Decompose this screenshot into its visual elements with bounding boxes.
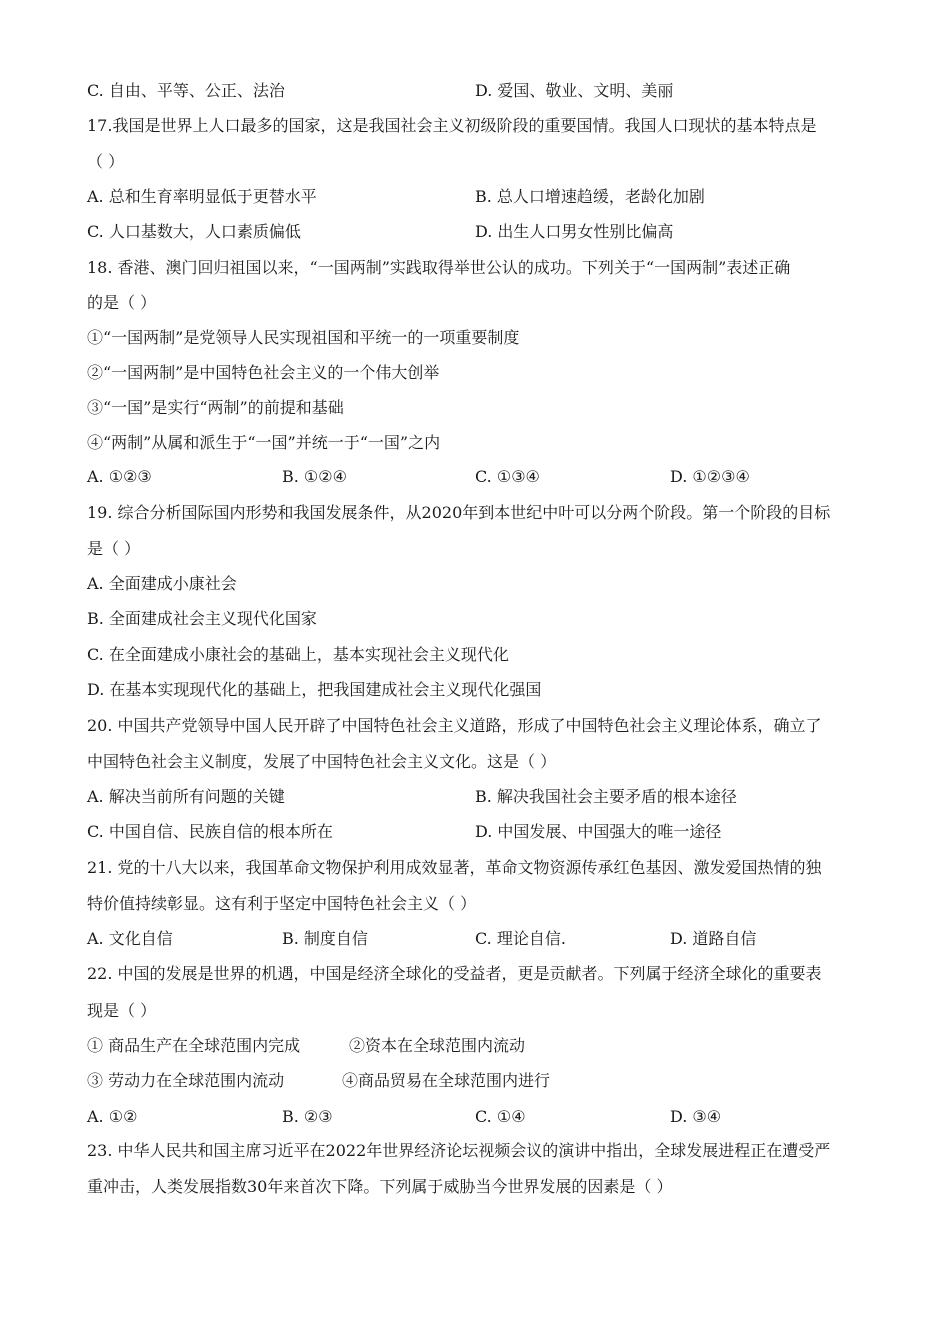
q22-statement-4: ④商品贸易在全球范围内进行 bbox=[342, 1071, 551, 1090]
q20-option-d[interactable]: D. 中国发展、中国强大的唯一途径 bbox=[475, 822, 722, 841]
q20-option-c[interactable]: C. 中国自信、民族自信的根本所在 bbox=[87, 822, 333, 841]
q21-option-a[interactable]: A. 文化自信 bbox=[87, 929, 173, 948]
q17-option-c[interactable]: C. 人口基数大，人口素质偏低 bbox=[87, 222, 301, 241]
q19-option-b[interactable]: B. 全面建成社会主义现代化国家 bbox=[87, 609, 317, 628]
q19-stem-line2: 是（ ） bbox=[87, 539, 141, 558]
q18-option-d[interactable]: D. ①②③④ bbox=[670, 467, 750, 486]
q17-stem-line1: 17.我国是世界上人口最多的国家，这是我国社会主义初级阶段的重要国情。我国人口现状的基本特点是 bbox=[87, 116, 817, 135]
q23-stem-line1: 23. 中华人民共和国主席习近平在2022年世界经济论坛视频会议的演讲中指出，全球发展进程正在遭受严 bbox=[87, 1141, 831, 1160]
q21-option-c[interactable]: C. 理论自信. bbox=[475, 929, 566, 948]
q21-option-d[interactable]: D. 道路自信 bbox=[670, 929, 757, 948]
q18-statement-3: ③“一国”是实行“两制”的前提和基础 bbox=[87, 398, 344, 417]
q22-statement-2: ②资本在全球范围内流动 bbox=[349, 1036, 526, 1055]
q20-option-a[interactable]: A. 解决当前所有问题的关键 bbox=[87, 787, 285, 806]
q22-stem-line1: 22. 中国的发展是世界的机遇，中国是经济全球化的受益者，更是贡献者。下列属于经济全球化的重要表 bbox=[87, 964, 822, 983]
q19-option-c[interactable]: C. 在全面建成小康社会的基础上，基本实现社会主义现代化 bbox=[87, 645, 509, 664]
q20-stem-line1: 20. 中国共产党领导中国人民开辟了中国特色社会主义道路，形成了中国特色社会主义理论体系，确立了 bbox=[87, 716, 822, 735]
q22-option-a[interactable]: A. ①② bbox=[87, 1107, 138, 1126]
q17-option-a[interactable]: A. 总和生育率明显低于更替水平 bbox=[87, 187, 317, 206]
q22-statement-1: ① 商品生产在全球范围内完成 bbox=[87, 1036, 301, 1055]
q20-stem-line2: 中国特色社会主义制度，发展了中国特色社会主义文化。这是（ ） bbox=[87, 752, 557, 771]
q21-stem-line2: 特价值持续彰显。这有利于坚定中国特色社会主义（ ） bbox=[87, 894, 477, 913]
q17-option-b[interactable]: B. 总人口增速趋缓，老龄化加剧 bbox=[475, 187, 705, 206]
q18-option-a[interactable]: A. ①②③ bbox=[87, 467, 152, 486]
q21-option-b[interactable]: B. 制度自信 bbox=[282, 929, 368, 948]
q22-option-c[interactable]: C. ①④ bbox=[475, 1107, 526, 1126]
q16-option-d[interactable]: D. 爱国、敬业、文明、美丽 bbox=[475, 81, 674, 100]
q22-option-d[interactable]: D. ③④ bbox=[670, 1107, 722, 1126]
q22-statement-3: ③ 劳动力在全球范围内流动 bbox=[87, 1071, 285, 1090]
q18-option-b[interactable]: B. ①②④ bbox=[282, 467, 347, 486]
q16-option-c[interactable]: C. 自由、平等、公正、法治 bbox=[87, 81, 285, 100]
q22-stem-line2: 现是（ ） bbox=[87, 1001, 157, 1020]
q22-option-b[interactable]: B. ②③ bbox=[282, 1107, 333, 1126]
q17-stem-line2: （ ） bbox=[87, 152, 125, 171]
q23-stem-line2: 重冲击，人类发展指数30年来首次下降。下列属于威胁当今世界发展的因素是（ ） bbox=[87, 1177, 673, 1196]
q17-option-d[interactable]: D. 出生人口男女性别比偏高 bbox=[475, 222, 674, 241]
q18-stem-line1: 18. 香港、澳门回归祖国以来，“一国两制”实践取得举世公认的成功。下列关于“一国两制”表述正确 bbox=[87, 258, 791, 277]
q18-statement-2: ②“一国两制”是中国特色社会主义的一个伟大创举 bbox=[87, 363, 440, 382]
q20-option-b[interactable]: B. 解决我国社会主要矛盾的根本途径 bbox=[475, 787, 737, 806]
q21-stem-line1: 21. 党的十八大以来，我国革命文物保护利用成效显著，革命文物资源传承红色基因、激发爱国热情的独 bbox=[87, 858, 822, 877]
q19-option-a[interactable]: A. 全面建成小康社会 bbox=[87, 574, 237, 593]
q18-statement-1: ①“一国两制”是党领导人民实现祖国和平统一的一项重要制度 bbox=[87, 328, 520, 347]
q19-option-d[interactable]: D. 在基本实现现代化的基础上，把我国建成社会主义现代化强国 bbox=[87, 680, 542, 699]
q18-stem-line2: 的是（ ） bbox=[87, 293, 157, 312]
q19-stem-line1: 19. 综合分析国际国内形势和我国发展条件，从2020年到本世纪中叶可以分两个阶段。第一个阶段的目标 bbox=[87, 503, 831, 522]
q18-option-c[interactable]: C. ①③④ bbox=[475, 467, 540, 486]
q18-statement-4: ④“两制”从属和派生于“一国”并统一于“一国”之内 bbox=[87, 433, 441, 452]
